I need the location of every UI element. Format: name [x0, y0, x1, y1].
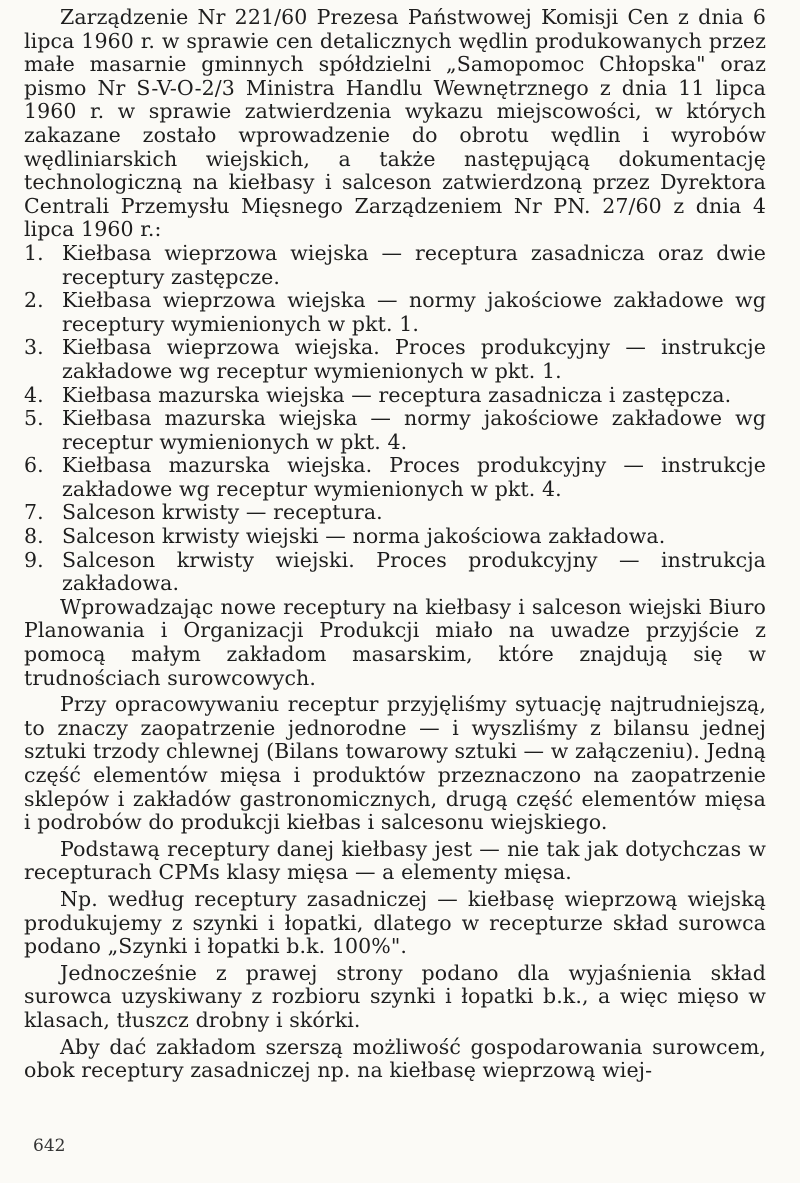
list-item-text: Salceson krwisty — receptura. [62, 500, 383, 525]
list-item-number: 1. [24, 240, 44, 265]
list-item-text: Kiełbasa wieprzowa wiejska — normy jakościowe zakładowe wg receptury wymienionych w pkt. 1. [62, 288, 766, 336]
list-item-number: 3. [24, 335, 44, 360]
list-item-number: 9. [24, 547, 44, 572]
list-item-number: 6. [24, 453, 44, 478]
list-item-text: Kiełbasa mazurska wiejska — receptura zasadnicza i zastępcza. [62, 382, 732, 407]
paragraph: Przy opracowywaniu receptur przyjęliśmy sytuację najtrudniejszą, to znaczy zaopatrzenie jednorodne — i wyszliśmy z bilansu jednej sztuki trzody chlewnej (Bilans towarowy sztuki — w załączeniu). Jedną część elementów mięsa i produktów przeznaczono na zaopatrzenie sklepów i zakładów gastronomicznych, drugą część elementów mięsa i podrobów do produkcji kiełbas i salcesonu wiejskiego. [24, 692, 766, 835]
intro-paragraph: Zarządzenie Nr 221/60 Prezesa Państwowej Komisji Cen z dnia 6 lipca 1960 r. w sprawie cen detalicznych wędlin produkowanych przez małe masarnie gminnych spółdzielni „Samopomoc Chłopska" oraz pismo Nr S-V-O-2/3 Ministra Handlu Wewnętrznego z dnia 11 lipca 1960 r. w sprawie zatwierdzenia wykazu miejscowości, w których zakazane zostało wprowadzenie do obrotu wędlin i wyrobów wędliniarskich wiejskich, a także następującą dokumentację technologiczną na kiełbasy i salceson zatwierdzoną przez Dyrektora Centrali Przemysłu Mięsnego Zarządzeniem Nr PN. 27/60 z dnia 4 lipca 1960 r.: [24, 5, 766, 242]
body-text [24, 6, 766, 1083]
list-item [24, 525, 766, 549]
list-item [24, 407, 766, 454]
list-item [24, 384, 766, 408]
list-item-number: 2. [24, 288, 44, 313]
paragraph: Wprowadzając nowe receptury na kiełbasy i salceson wiejski Biuro Planowania i Organizacji Produkcji miało na uwadze przyjście z pomocą małym zakładom masarskim, które znajdują się w trudnościach surowcowych. [24, 594, 766, 690]
list-item-text: Salceson krwisty wiejski. Proces produkcyjny — instrukcja zakładowa. [62, 547, 766, 596]
documentation-list [24, 242, 766, 596]
list-item-text: Kiełbasa mazurska wiejska. Proces produkcyjny — instrukcje zakładowe wg receptur wymienionych w pkt. 4. [62, 453, 766, 501]
paragraph: Podstawą receptury danej kiełbasy jest — nie tak jak dotychczas w recepturach CPMs klasy mięsa — a elementy mięsa. [24, 836, 766, 885]
list-item [24, 242, 766, 289]
paragraph: Np. według receptury zasadniczej — kiełbasę wieprzową wiejską produkujemy z szynki i łopatki, dlatego w recepturze skład surowca podano „Szynki i łopatki b.k. 100%". [24, 886, 766, 959]
list-item-number: 4. [24, 382, 44, 407]
list-item-text: Kiełbasa mazurska wiejska — normy jakościowe zakładowe wg receptur wymienionych w pkt. 4. [62, 406, 766, 454]
list-item [24, 501, 766, 525]
list-item [24, 336, 766, 383]
paragraph: Aby dać zakładom szerszą możliwość gospodarowania surowcem, obok receptury zasadniczej np. na kiełbasę wieprzową wiej- [24, 1034, 766, 1083]
list-item-text: Salceson krwisty wiejski — norma jakościowa zakładowa. [62, 524, 666, 549]
list-item-number: 5. [24, 406, 44, 431]
list-item [24, 289, 766, 336]
list-item-text: Kiełbasa wieprzowa wiejska. Proces produkcyjny — instrukcje zakładowe wg receptur wymienionych w pkt. 1. [62, 335, 766, 383]
paragraph: Jednocześnie z prawej strony podano dla wyjaśnienia skład surowca uzyskiwany z rozbioru szynki i łopatki b.k., a więc mięso w klasach, tłuszcz drobny i skórki. [24, 960, 766, 1032]
list-item-number: 7. [24, 500, 44, 525]
page-number: 642 [33, 1136, 66, 1156]
list-item-text: Kiełbasa wieprzowa wiejska — receptura zasadnicza oraz dwie receptury zastępcze. [62, 240, 766, 289]
list-item [24, 454, 766, 501]
list-item-number: 8. [24, 524, 44, 549]
list-item [24, 549, 766, 596]
